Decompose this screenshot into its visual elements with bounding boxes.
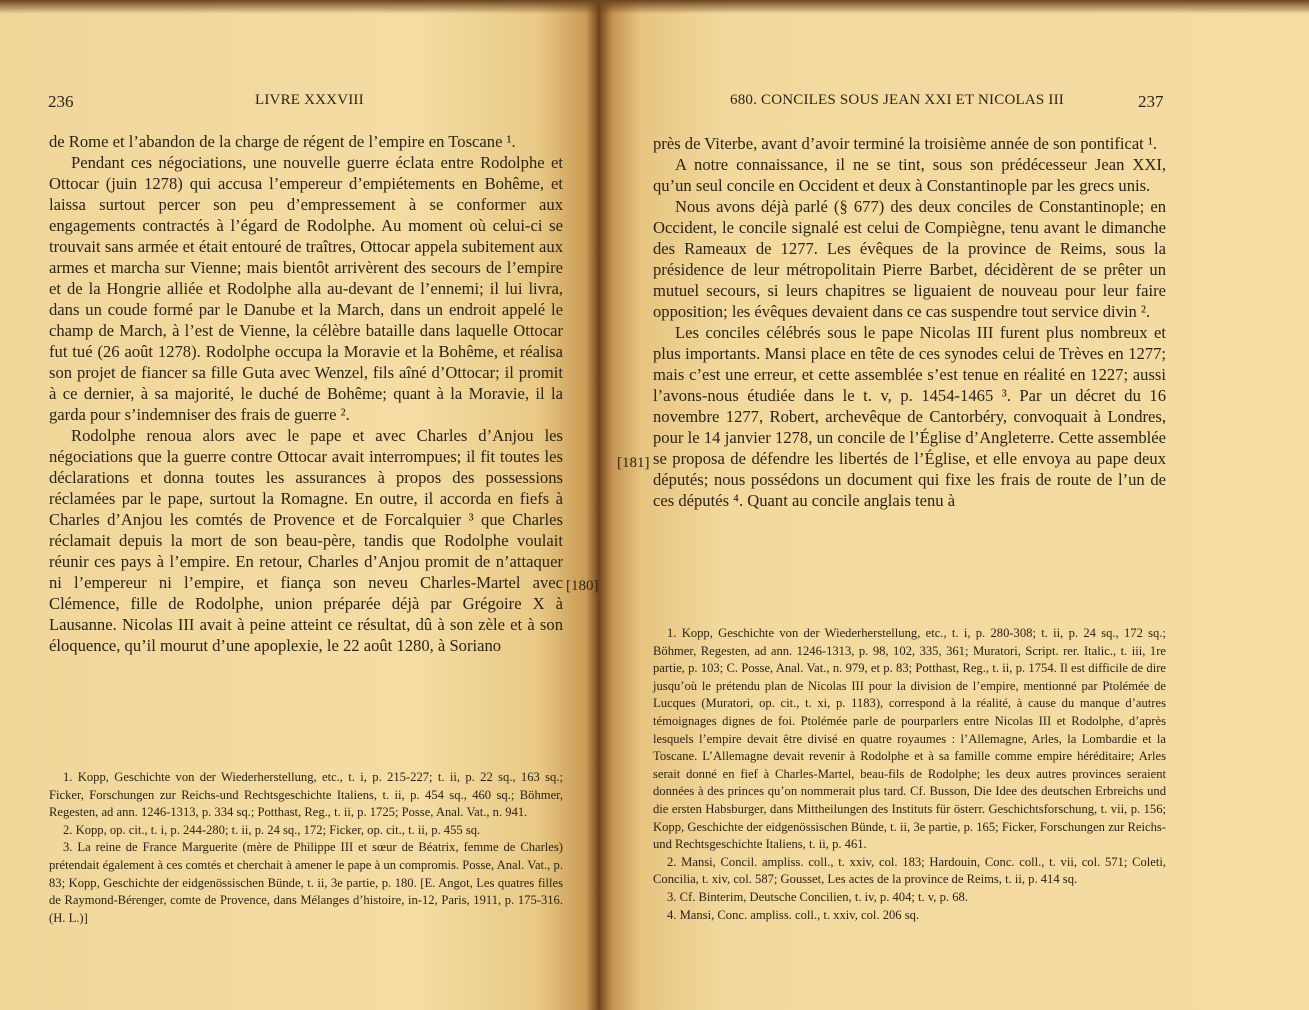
left-footnotes — [49, 769, 563, 927]
right-body-text — [653, 133, 1166, 511]
left-body-text — [49, 131, 563, 656]
right-footnote-1: 1. Kopp, Geschichte von der Wiederherstellung, etc., t. i, p. 280-308; t. ii, p. 24 sq., 172 sq.; Böhmer, Regesten, ad ann. 1246-1313, p. 98, 102, 335, 361; Muratori, Script. rer. Italic., t. iii, 1re partie, p. 103; C. Posse, Anal. Vat., n. 979, et p. 83; Potthast, Reg., t. ii, p. 1754. Il est difficile de dire jusqu’où le prétendu plan de Nicolas III pour la division de l’empire, mentionné par Ptolémée de Lucques (Muratori, op. cit., t. xi, p. 1183), correspond à la réalité, à cause du manque d’autres témoignages dignes de foi. Ptolémée parle de pourparlers entre Nicolas III et Rodolphe, d’après lesquels l’empire devait être divisé en quatre royaumes : l’Allemagne, Arles, la Lombardie et la Toscane. L’Allemagne devait revenir à Rodolphe et à sa famille comme empire héréditaire; Arles serait donné en fief à Charles-Martel, beau-fils de Rodolphe; les deux autres provinces seraient données à des princes qu’on nommerait plus tard. Cf. Busson, Die Idee des deutschen Erbreichs und die ersten Habsburger, dans Mittheilungen des Instituts für österr. Geschichtsforschung, t. vii, p. 156; Kopp, Geschichte der eidgenössischen Bünde, t. ii, 3e partie, p. 165; Ficker, Forschungen zur Reichs-und Rechtsgeschichte Italiens, t. ii, p. 461. — [653, 626, 1166, 852]
left-paragraph-1: de Rome et l’abandon de la charge de régent de l’empire en Toscane ¹. — [49, 132, 516, 151]
page-number-left: 236 — [48, 92, 74, 111]
page-number-right: 237 — [1138, 92, 1164, 111]
left-paragraph-3: Rodolphe renoua alors avec le pape et avec Charles d’Anjou les négociations que la guerre contre Ottocar avait interrompues; il fit toutes les déclarations et donna toutes les assurances à propos des possessions réclamées par le pape, surtout la Romagne. En outre, il accorda en fiefs à Charles d’Anjou les comtés de Provence et de Forcalquier ³ que Charles réclamait depuis la mort de son beau-père, tandis que Rodolphe voulait réunir ces pays à l’empire. En retour, Charles d’Anjou promit de n’attaquer ni l’empereur ni l’empire, et fiança son neveu Charles-Martel avec Clémence, fille de Rodolphe, union préparée déjà par Grégoire X à Lausanne. Nicolas III avait à peine atteint ce résultat, dû à son zèle et à son éloquence, qu’il mourut d’une apoplexie, le 22 août 1280, à Soriano — [49, 426, 563, 655]
left-page — [0, 0, 598, 1010]
gutter-page-marker-180: [180] — [566, 578, 599, 594]
right-footnotes — [653, 625, 1166, 924]
book-top-edge-shadow — [0, 0, 1309, 14]
running-head-left: LIVRE XXXVIII — [255, 92, 364, 108]
right-paragraph-3: Nous avons déjà parlé (§ 677) des deux conciles de Constantinople; en Occident, le concile signalé est celui de Compiègne, tenu avant le dimanche des Rameaux de 1277. Les évêques de la province de Reims, sous la présidence de leur métropolitain Pierre Barbet, décidèrent de se prêter un mutuel secours, si leurs chapitres se liguaient de nouveau pour leur faire opposition; les évêques devaient dans ce cas suspendre tout service divin ². — [653, 197, 1166, 321]
right-page — [598, 0, 1309, 1010]
left-paragraph-2: Pendant ces négociations, une nouvelle guerre éclata entre Rodolphe et Ottocar (juin 1278) qui accusa l’empereur d’empiétements en Bohême, et laissa surtout percer son peu d’empressement à se conformer aux engagements contractés à l’égard de Rodolphe. Au moment où celui-ci se trouvait sans armée et était entouré de traîtres, Ottocar appela subitement aux armes et marcha sur Vienne; mais bientôt arrivèrent des secours de l’empire et de la Hongrie alliée et Rodolphe alla au-devant de l’ennemi; il lui livra, dans un coude formé par le Danube et la March, dans un endroit appelé le champ de March, à l’est de Vienne, la célèbre bataille dans laquelle Ottocar fut tué (26 août 1278). Rodolphe occupa la Moravie et la Bohême, et réalisa son projet de fiancer sa fille Guta avec Wenzel, fils aîné d’Ottocar; il promit à ce dernier, à sa majorité, le duché de Bohême; quant à la Moravie, il la garda pour s’indemniser des frais de guerre ². — [49, 153, 563, 424]
right-paragraph-1: près de Viterbe, avant d’avoir terminé la troisième année de son pontificat ¹. — [653, 134, 1158, 153]
right-footnote-3: 3. Cf. Binterim, Deutsche Concilien, t. iv, p. 404; t. v, p. 68. — [667, 889, 968, 904]
running-head-right: 680. CONCILES SOUS JEAN XXI ET NICOLAS III — [730, 92, 1064, 108]
right-footnote-2: 2. Mansi, Concil. ampliss. coll., t. xxiv, col. 183; Hardouin, Conc. coll., t. vii, col. 571; Coleti, Concilia, t. xiv, col. 587; Gousset, Les actes de la province de Reims, t. ii, p. 414 sq. — [653, 854, 1166, 887]
left-footnote-3: 3. La reine de France Marguerite (mère de Philippe III et sœur de Béatrix, femme de Charles) prétendait également à ces comtés et cherchait à amener le pape à un compromis. Posse, Anal. Vat., p. 83; Kopp, Geschichte der eidgenössischen Bünde, t. ii, 3e partie, p. 180. [E. Angot, Les quatres filles de Raymond-Bérenger, comte de Provence, dans Mélanges d’histoire, in-12, Paris, 1911, p. 175-316. (H. L.)] — [49, 840, 563, 925]
left-footnote-2: 2. Kopp, op. cit., t. i, p. 244-280; t. ii, p. 24 sq., 172; Ficker, op. cit., t. ii, p. 455 sq. — [63, 822, 481, 837]
margin-page-marker-181: [181] — [617, 455, 650, 471]
right-paragraph-2: A notre connaissance, il ne se tint, sous son prédécesseur Jean XXI, qu’un seul concile en Occident et deux à Constantinople par les grecs unis. — [653, 155, 1166, 195]
left-footnote-1: 1. Kopp, Geschichte von der Wiederherstellung, etc., t. i, p. 215-227; t. ii, p. 22 sq., 163 sq.; Ficker, Forschungen zur Reichs-und Rechtsgeschichte Italiens, t. ii, p. 454 sq., 460 sq.; Böhmer, Regesten, ad ann. 1246-1313, p. 334 sq.; Potthast, Reg., t. ii, p. 1725; Posse, Anal. Vat., n. 941. — [49, 770, 563, 820]
right-footnote-4: 4. Mansi, Conc. ampliss. coll., t. xxiv, col. 206 sq. — [667, 907, 920, 922]
right-paragraph-4: Les conciles célébrés sous le pape Nicolas III furent plus nombreux et plus importants. Mansi place en tête de ces synodes celui de Trèves en 1277; mais c’est une erreur, et cette assemblée s’est tenue en réalité en 1227; aussi l’avons-nous étudiée dans le t. v, p. 1454-1465 ³. Par un décret du 16 novembre 1277, Robert, archevêque de Cantorbéry, convoquait à Londres, pour le 14 janvier 1278, un concile de l’Église d’Angleterre. Cette assemblée se proposa de défendre les libertés de l’Église, et elle envoya au pape deux députés; nous possédons un document qui fixe les frais de route de l’un de ces députés ⁴. Quant au concile anglais tenu à — [653, 323, 1166, 510]
